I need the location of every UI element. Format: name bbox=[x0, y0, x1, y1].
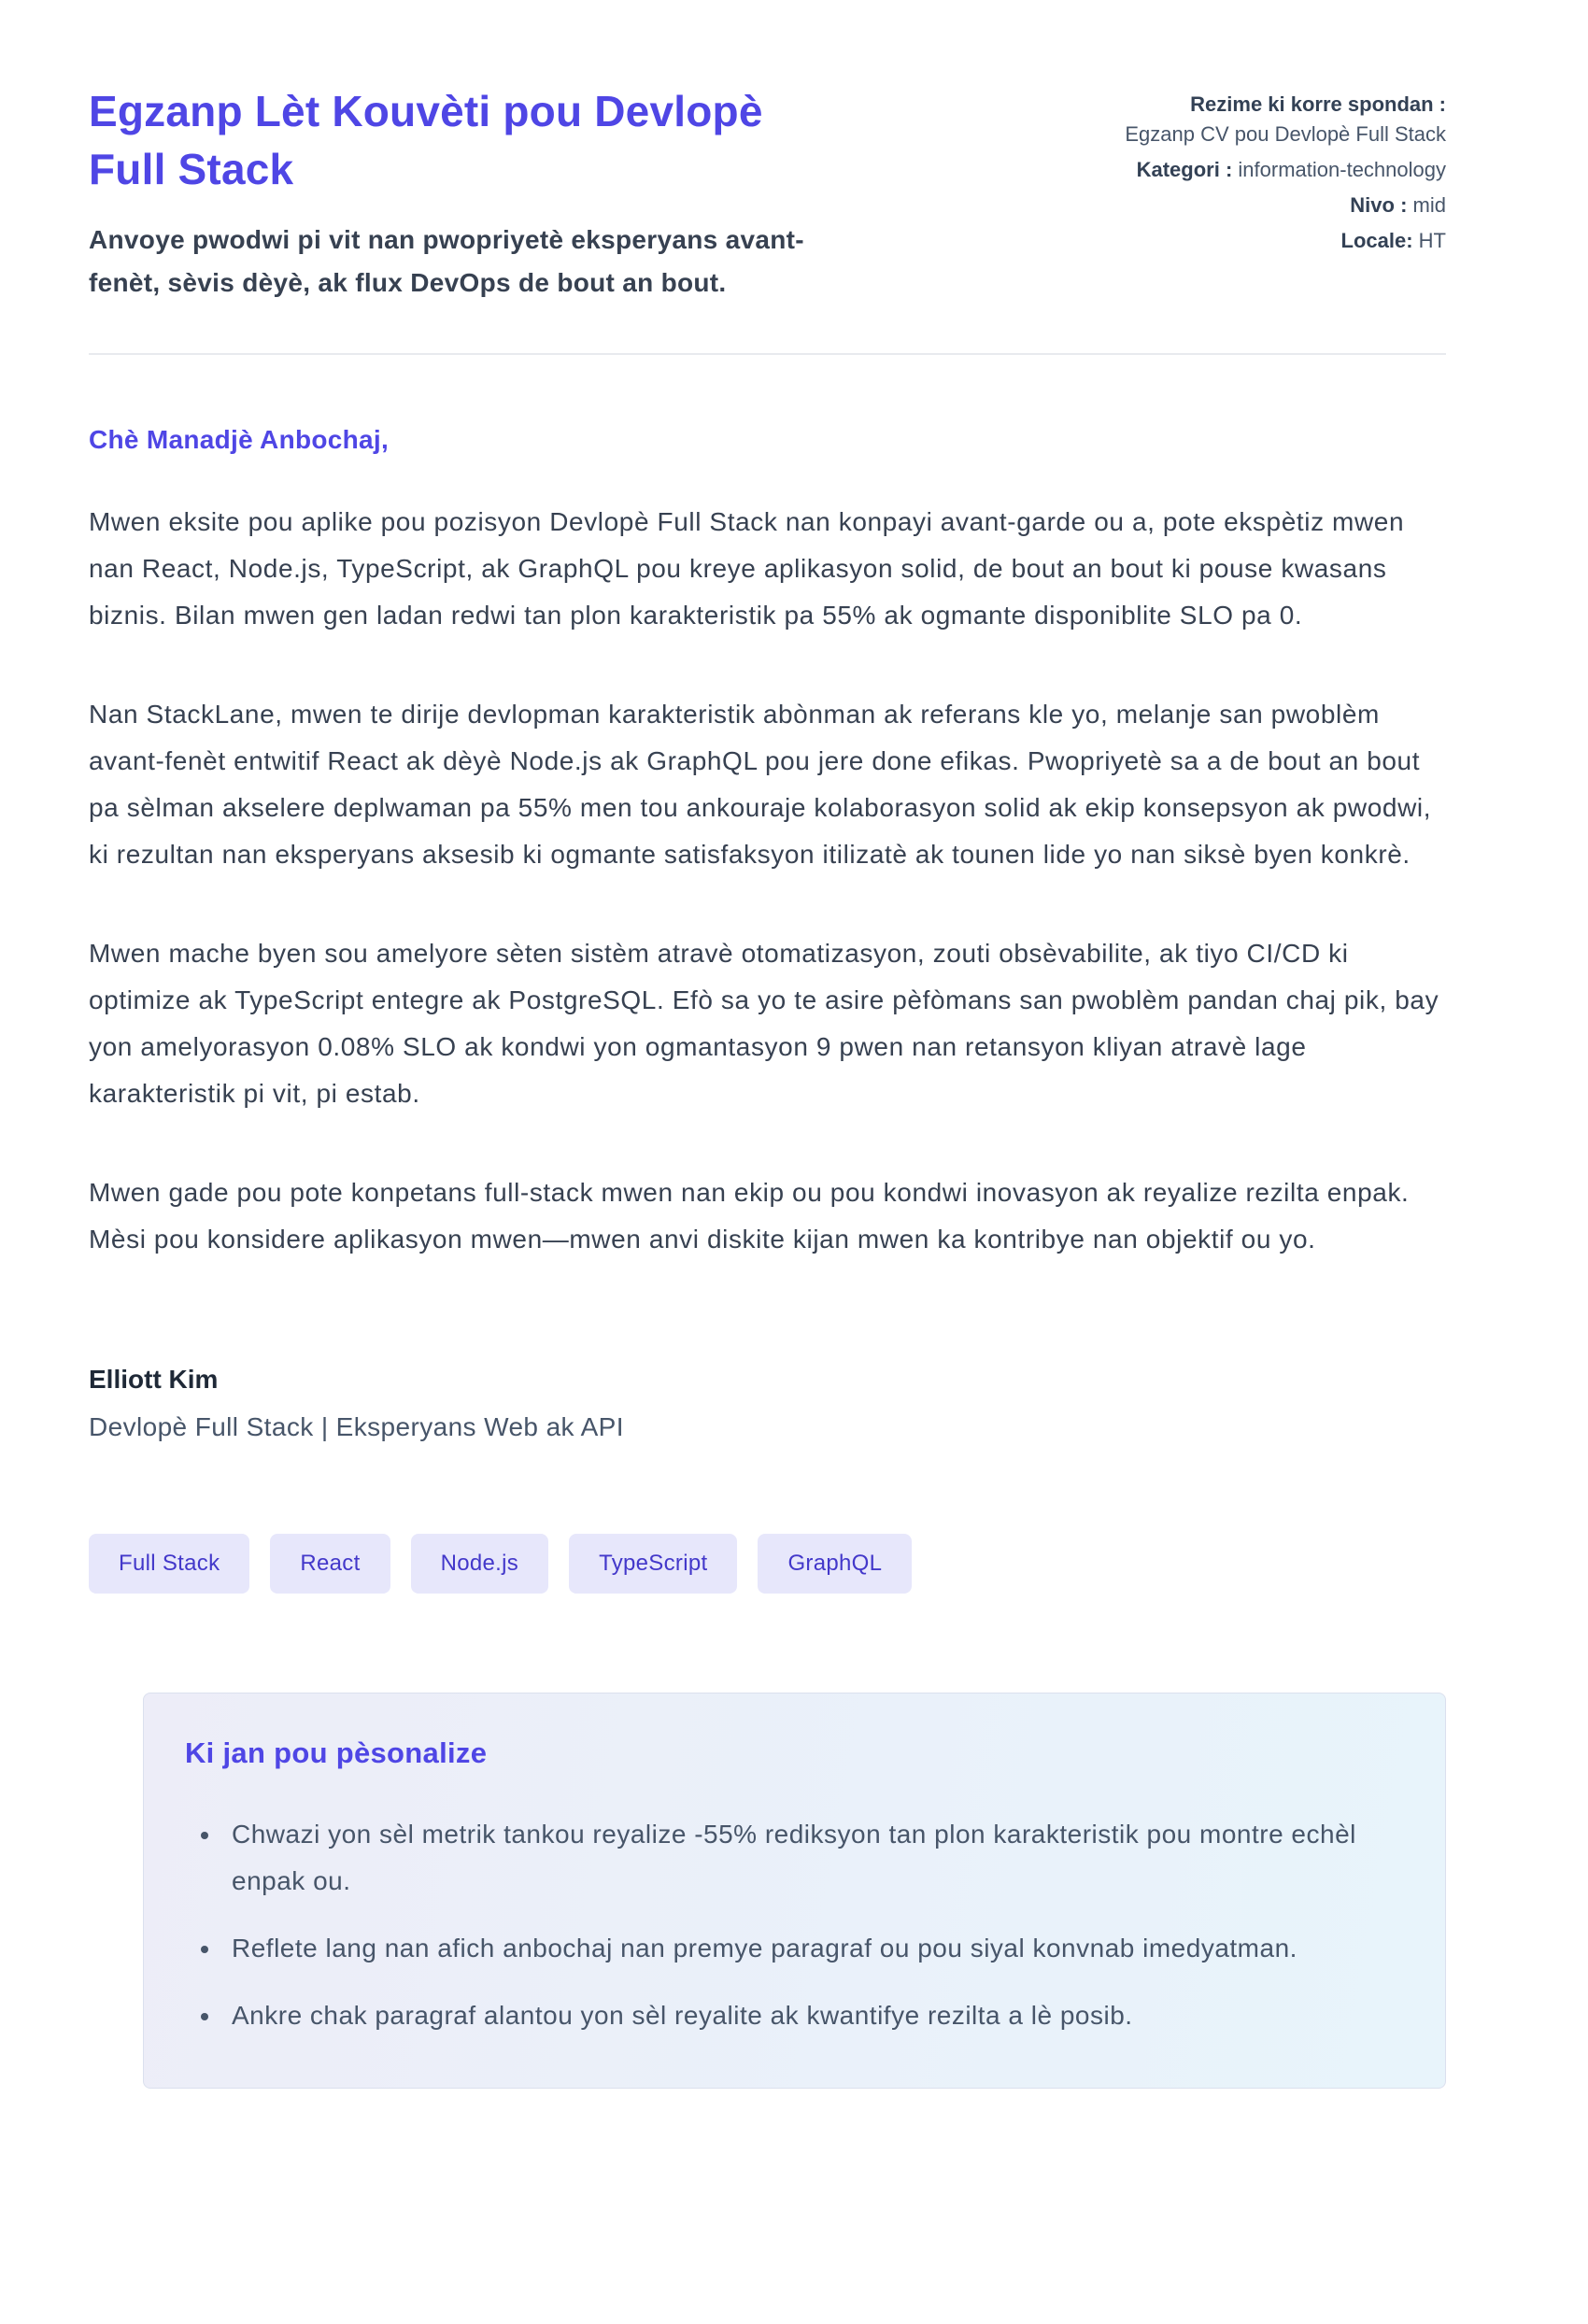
letter-paragraph: Mwen gade pou pote konpetans full-stack mwen nan ekip ou pou kondwi inovasyon ak reyalize rezilta enpak. Mèsi pou konsidere aplikasyon mwen—mwen anvi diskite kijan mwen ka kontribye nan objektif ou yo. bbox=[89, 1178, 1410, 1254]
letter-paragraph: Mwen eksite pou aplike pou pozisyon Devlopè Full Stack nan konpayi avant-garde ou a, pote ekspètiz mwen nan React, Node.js, TypeScript, ak GraphQL pou kreye aplikasyon solid, de bout an bout ki pouse kwasans biznis. Bilan mwen gen ladan redwi tan plon karakteristik pa 55% ak ogmante disponiblite SLO pa 0. bbox=[89, 507, 1405, 630]
meta-value: mid bbox=[1412, 193, 1446, 217]
signature-name: Elliott Kim bbox=[89, 1365, 219, 1394]
meta-row-category bbox=[1124, 155, 1446, 185]
signature-role: Devlopè Full Stack | Eksperyans Web ak API bbox=[89, 1412, 624, 1441]
header-divider bbox=[89, 353, 1446, 355]
page-header bbox=[89, 82, 1446, 305]
personalize-tips-box bbox=[143, 1693, 1446, 2089]
page-subtitle: Anvoye pwodwi pi vit nan pwopriyetè eksperyans avant-fenèt, sèvis dèyè, ak flux DevOps de bout an bout. bbox=[89, 225, 804, 297]
page-title: Egzanp Lèt Kouvèti pou Devlopè Full Stack bbox=[89, 87, 763, 193]
meta-label: Nivo : bbox=[1350, 193, 1408, 217]
tag-chip-graphql[interactable]: GraphQL bbox=[758, 1534, 912, 1594]
letter-greeting: Chè Manadjè Anbochaj, bbox=[89, 425, 390, 454]
meta-label: Kategori : bbox=[1136, 158, 1233, 181]
tag-chip-typescript[interactable]: TypeScript bbox=[569, 1534, 737, 1594]
tips-list bbox=[185, 1811, 1398, 2039]
tag-chip-nodejs[interactable]: Node.js bbox=[411, 1534, 548, 1594]
meta-row-level bbox=[1124, 191, 1446, 220]
tag-chip-full-stack[interactable]: Full Stack bbox=[89, 1534, 249, 1594]
tip-item: • Ankre chak paragraf alantou yon sèl reyalite ak kwantifye rezilta a lè posib. bbox=[222, 1992, 1398, 2039]
tips-heading: Ki jan pou pèsonalize bbox=[185, 1736, 488, 1769]
letter-paragraph: Nan StackLane, mwen te dirije devlopman karakteristik abònman ak referans kle yo, melanje san pwoblèm avant-fenèt entwitif React ak dèyè Node.js ak GraphQL pou jere done efikas. Pwopriyetè sa a de bout an bout pa sèlman akselere deplwaman pa 55% men tou ankouraje kolaborasyon solid ak ekip konsepsyon ak pwodwi, ki rezultan nan eksperyans aksesib ki ogmante satisfaksyon itilizatè ak tounen lide yo nan siksè byen konkrè. bbox=[89, 700, 1432, 869]
letter-body bbox=[89, 417, 1446, 1452]
meta-row-matching-resume bbox=[1124, 90, 1446, 149]
meta-row-locale bbox=[1124, 226, 1446, 256]
letter-paragraph: Mwen mache byen sou amelyore sèten sistèm atravè otomatizasyon, zouti obsèvabilite, ak tiyo CI/CD ki optimize ak TypeScript entegre ak PostgreSQL. Efò sa yo te asire pèfòmans san pwoblèm pandan chaj pik, bay yon amelyorasyon 0.08% SLO ak kondwi yon ogmantasyon 9 pwen nan retansyon kliyan atravè lage karakteristik pi vit, pi estab. bbox=[89, 939, 1439, 1108]
skill-tags bbox=[89, 1534, 1446, 1594]
tag-chip-react[interactable]: React bbox=[270, 1534, 390, 1594]
meta-value: information-technology bbox=[1238, 158, 1446, 181]
meta-value: Egzanp CV pou Devlopè Full Stack bbox=[1125, 122, 1446, 146]
title-block bbox=[89, 82, 836, 305]
meta-value: HT bbox=[1418, 229, 1446, 252]
meta-block bbox=[1124, 82, 1446, 262]
tip-item: • Reflete lang nan afich anbochaj nan premye paragraf ou pou siyal konvnab imedyatman. bbox=[222, 1925, 1398, 1972]
tip-item: • Chwazi yon sèl metrik tankou reyalize -55% rediksyon tan plon karakteristik pou montre echèl enpak ou. bbox=[222, 1811, 1398, 1905]
meta-label: Rezime ki korre spondan : bbox=[1190, 92, 1446, 116]
meta-label: Locale: bbox=[1340, 229, 1413, 252]
